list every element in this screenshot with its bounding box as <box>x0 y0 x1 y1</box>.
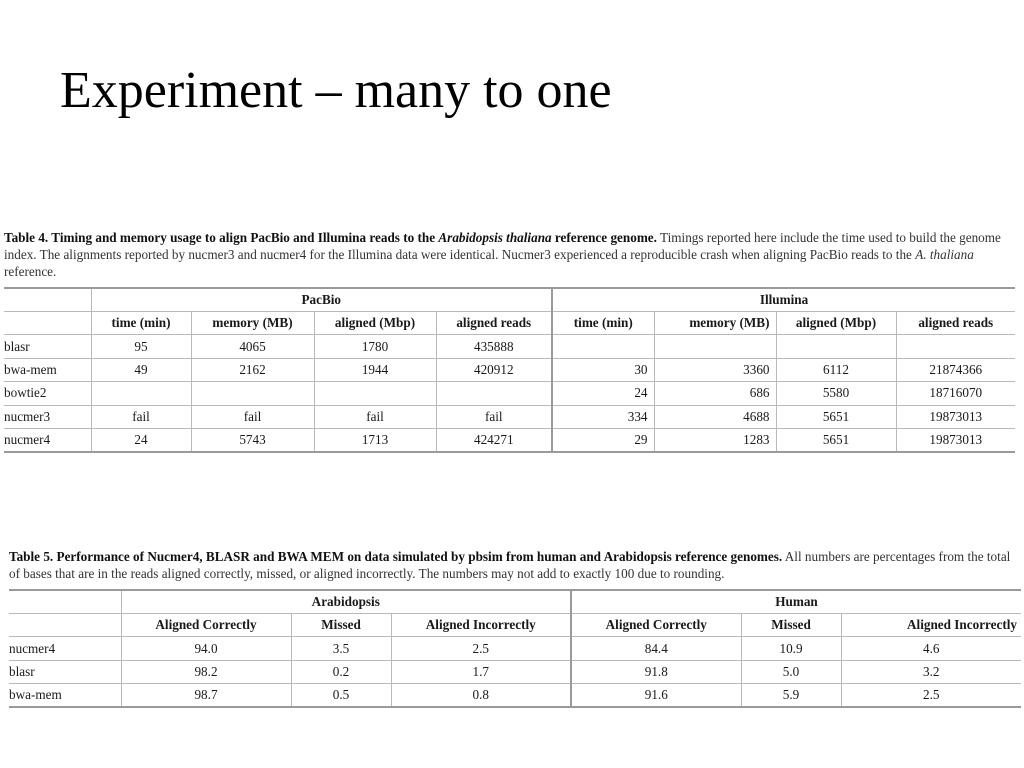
table5-column-header <box>9 614 1021 637</box>
table-cell: 91.8 <box>571 660 741 683</box>
table5-col-header: Aligned Correctly <box>571 614 741 637</box>
table-cell: 24 <box>552 382 654 405</box>
table-cell <box>896 335 1015 358</box>
table-cell: 29 <box>552 428 654 452</box>
table-cell: 95 <box>91 335 191 358</box>
table-cell: 94.0 <box>121 637 291 660</box>
table-cell: 10.9 <box>741 637 841 660</box>
table-cell: 334 <box>552 405 654 428</box>
table4-caption-title: Table 4. Timing and memory usage to align PacBio and Illumina reads to the <box>4 230 439 245</box>
table-cell: 5.0 <box>741 660 841 683</box>
table4-col-header: memory (MB) <box>191 312 314 335</box>
table4-caption-body: Timings reported here include the time used to build the genome index. The alignments reported by nucmer3 and nucmer4 for the Illumina data were identical. Nucmer3 experienced a reproducible crash when aligning PacBio reads to the <box>4 230 1001 263</box>
table4-col-header: time (min) <box>552 312 654 335</box>
row-label: nucmer4 <box>9 637 121 660</box>
table-cell: 91.6 <box>571 684 741 708</box>
table-cell: 5.9 <box>741 684 841 708</box>
row-label: blasr <box>9 660 121 683</box>
table4-caption-end: reference. <box>4 264 57 280</box>
row-label: blasr <box>4 335 91 358</box>
table-cell <box>314 382 436 405</box>
table-row <box>9 684 1021 708</box>
table-cell: 19873013 <box>896 405 1015 428</box>
table-cell: 420912 <box>436 358 552 381</box>
table-cell: fail <box>91 405 191 428</box>
table-cell: 435888 <box>436 335 552 358</box>
table5-group-arabidopsis: Arabidopsis <box>121 590 571 614</box>
table-cell: fail <box>314 405 436 428</box>
table-cell: 49 <box>91 358 191 381</box>
row-label: bwa-mem <box>4 358 91 381</box>
table-cell: 1713 <box>314 428 436 452</box>
table5-corner <box>9 590 121 614</box>
table-cell: 98.2 <box>121 660 291 683</box>
table4-col-header: aligned (Mbp) <box>776 312 896 335</box>
table-row <box>4 428 1015 452</box>
table4-caption <box>4 229 1020 281</box>
table-cell: 1283 <box>654 428 776 452</box>
table-cell: 0.8 <box>391 684 571 708</box>
table4-group-illumina: Illumina <box>552 288 1015 312</box>
table4-corner-2 <box>4 312 91 335</box>
table-row <box>4 358 1015 381</box>
slide-title: Experiment – many to one <box>60 62 612 119</box>
table4-group-header <box>4 288 1015 312</box>
table4-col-header: aligned reads <box>896 312 1015 335</box>
table-cell: 19873013 <box>896 428 1015 452</box>
table-cell: 30 <box>552 358 654 381</box>
table-cell: 0.5 <box>291 684 391 708</box>
table-cell: 1780 <box>314 335 436 358</box>
table-cell: 3.5 <box>291 637 391 660</box>
table5-col-header: Aligned Incorrectly <box>841 614 1021 637</box>
table-row <box>4 405 1015 428</box>
table4-caption-species: Arabidopsis thaliana <box>438 230 552 245</box>
table-cell: 1944 <box>314 358 436 381</box>
table-cell: 2.5 <box>841 684 1021 708</box>
table-cell <box>654 335 776 358</box>
table-cell: 2.5 <box>391 637 571 660</box>
table4-col-header: memory (MB) <box>654 312 776 335</box>
table5-group-header <box>9 590 1021 614</box>
table-cell: 3360 <box>654 358 776 381</box>
table-cell: 5651 <box>776 405 896 428</box>
table-cell: 84.4 <box>571 637 741 660</box>
table-row <box>9 637 1021 660</box>
table-cell: 2162 <box>191 358 314 381</box>
table-cell: 21874366 <box>896 358 1015 381</box>
table-cell: 0.2 <box>291 660 391 683</box>
table5-col-header: Missed <box>291 614 391 637</box>
table-cell: 5743 <box>191 428 314 452</box>
table5-group-human: Human <box>571 590 1021 614</box>
table-cell: 6112 <box>776 358 896 381</box>
table4-corner <box>4 288 91 312</box>
table-cell <box>191 382 314 405</box>
row-label: nucmer3 <box>4 405 91 428</box>
table-row <box>4 382 1015 405</box>
row-label: nucmer4 <box>4 428 91 452</box>
table5-caption-title: Table 5. Performance of Nucmer4, BLASR and BWA MEM on data simulated by pbsim from human and Arabidopsis reference genomes. <box>9 549 783 564</box>
table-cell: 4065 <box>191 335 314 358</box>
table-cell: 3.2 <box>841 660 1021 683</box>
row-label: bwa-mem <box>9 684 121 708</box>
table-cell: 686 <box>654 382 776 405</box>
table5 <box>9 589 1021 708</box>
table5-caption-body: All numbers are percentages from the total of bases that are in the reads aligned correctly, missed, or aligned incorrectly. The numbers may not add to exactly 100 due to rounding. <box>9 549 1011 582</box>
table-cell: 5651 <box>776 428 896 452</box>
table5-col-header: Missed <box>741 614 841 637</box>
table-cell: 98.7 <box>121 684 291 708</box>
table4-col-header: aligned reads <box>436 312 552 335</box>
table5-caption <box>9 548 1021 582</box>
table4 <box>4 287 1015 453</box>
table-cell: 1.7 <box>391 660 571 683</box>
table4-col-header: time (min) <box>91 312 191 335</box>
table4-column-header <box>4 312 1015 335</box>
table-cell: 24 <box>91 428 191 452</box>
table4-caption-species-short: A. thaliana <box>915 247 974 263</box>
table5-col-header: Aligned Incorrectly <box>391 614 571 637</box>
table5-corner-2 <box>9 614 121 637</box>
row-label: bowtie2 <box>4 382 91 405</box>
table-row <box>4 335 1015 358</box>
table4-col-header: aligned (Mbp) <box>314 312 436 335</box>
table-cell: 5580 <box>776 382 896 405</box>
table-cell: 424271 <box>436 428 552 452</box>
table-cell: 4.6 <box>841 637 1021 660</box>
table-cell: 4688 <box>654 405 776 428</box>
table-cell: 18716070 <box>896 382 1015 405</box>
table-cell <box>91 382 191 405</box>
table4-caption-title-end: reference genome. <box>551 230 657 245</box>
table-cell <box>552 335 654 358</box>
table-cell: fail <box>436 405 552 428</box>
table-cell <box>776 335 896 358</box>
table4-group-pacbio: PacBio <box>91 288 552 312</box>
table-row <box>9 660 1021 683</box>
table-cell: fail <box>191 405 314 428</box>
table5-col-header: Aligned Correctly <box>121 614 291 637</box>
table-cell <box>436 382 552 405</box>
